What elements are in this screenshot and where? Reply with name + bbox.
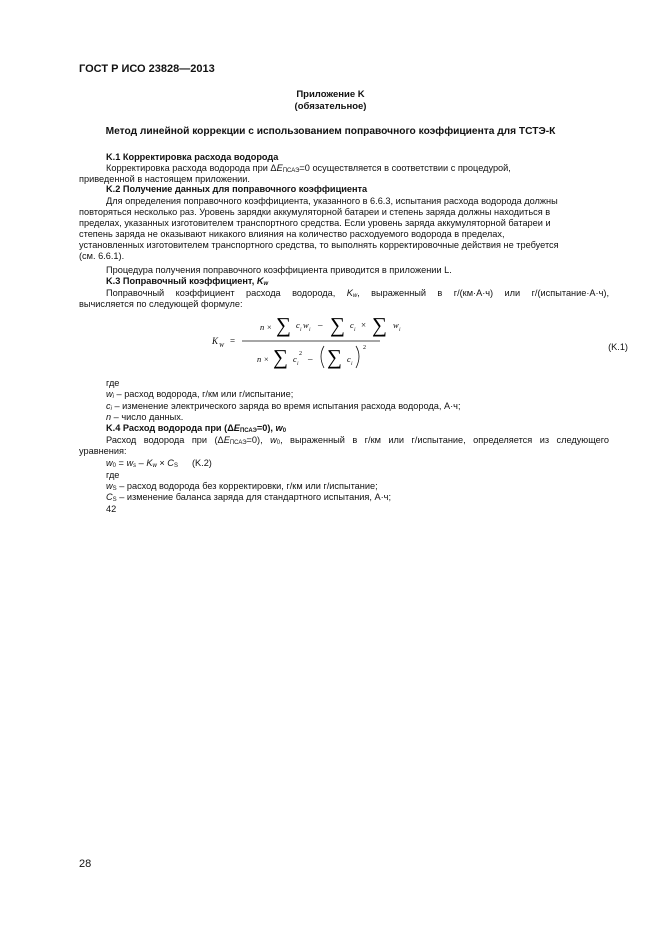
k3-p1-line1: Поправочный коэффициент расхода водорода, $K_w$, выраженный в г/(км·А·ч) или г/(испытание·А·ч), <box>106 288 610 299</box>
k1-heading: K.1 Корректировка расхода водорода <box>106 152 279 162</box>
k4-p1-line2: уравнения: <box>79 446 127 456</box>
den-c2-sub: i <box>351 361 353 367</box>
den-sum-2: ∑ <box>327 345 342 369</box>
k2-p1-line1: Для определения поправочного коэффициента, указанного в 6.6.3, испытания расхода водорода должны <box>106 196 558 206</box>
den-paren-right <box>356 346 359 368</box>
k3-def-wi: $w_i$ – расход водорода, г/км или г/испытание; <box>106 389 294 400</box>
num-c2: c <box>350 320 354 330</box>
k4-p1-line1: Расход водорода при $(\Delta E_{ПСАЭ}=0)$, $w_0$, выраженный в г/км или г/испытание, определяется из следующего <box>106 435 610 446</box>
num-c2-sub: i <box>354 327 356 333</box>
k4-equation: $w_0 = w_s - K_w \times C_S$ (K.2) <box>106 458 212 469</box>
den-c2: c <box>347 354 351 364</box>
den-pow-2: 2 <box>363 345 366 351</box>
k2-p1-line2: повторяться несколько раз. Уровень зарядки аккумуляторной батареи и степень заряда должны находиться в <box>79 207 551 217</box>
formula-k1 <box>150 306 630 378</box>
den-n: n × <box>257 354 270 364</box>
k3-def-ci: $c_i$ – изменение электрического заряда во время испытания расхода водорода, А·ч; <box>106 401 461 412</box>
k2-p1-line5: установленных изготовителем транспортного средства, то выполнять корректировочные действия не требуется <box>79 240 559 250</box>
page-number: 28 <box>79 858 92 870</box>
k4-page-ref: 42 <box>106 504 117 514</box>
k3-heading: K.3 Поправочный коэффициент, $K_w$ <box>106 276 269 287</box>
k1-line1: Корректировка расхода водорода при $\Delta E_{ПСАЭ}=0$ осуществляется в соответствии с процедурой, <box>106 163 511 174</box>
num-c1: c <box>296 320 300 330</box>
den-c1-sub: i <box>297 361 299 367</box>
method-title: Метод линейной коррекции с использованием поправочного коэффициента для ТСТЭ-К <box>105 126 556 137</box>
num-sum-2: ∑ <box>330 313 345 337</box>
k2-p1-line6: (см. 6.6.1). <box>79 251 125 261</box>
formula-lhs-sub: W <box>219 343 224 349</box>
formula-equals: = <box>230 336 236 346</box>
num-c1-sub: i <box>300 327 302 333</box>
den-minus: – <box>308 354 313 364</box>
k4-def-ws: $w_S$ – расход водорода без корректировки, г/км или г/испытание; <box>106 481 378 492</box>
formula-k1-number: (K.1) <box>608 342 628 352</box>
den-c1: c <box>293 354 297 364</box>
den-paren-left <box>321 346 324 368</box>
appendix-title: Приложение K <box>296 89 365 100</box>
k4-heading: K.4 Расход водорода при $(\Delta E_{ПСАЭ}=0)$, $w_0$ <box>106 423 287 434</box>
num-n: n × <box>260 322 273 332</box>
standard-header: ГОСТ Р ИСО 23828—2013 <box>79 63 215 75</box>
num-sum-1: ∑ <box>276 313 291 337</box>
formula-lhs: K <box>212 336 219 346</box>
k4-where: где <box>106 470 120 480</box>
den-pow-1: 2 <box>299 351 302 357</box>
num-minus: – <box>318 320 323 330</box>
num-w1-sub: i <box>309 327 311 333</box>
k3-def-n: n – число данных. <box>106 412 184 422</box>
k2-p1-line3: пределах, указанных изготовителем транспортного средства. Если уровень заряда аккумуляторной батареи и <box>79 218 551 228</box>
num-w1: w <box>303 320 309 330</box>
num-w3: w <box>393 320 399 330</box>
k2-p2: Процедура получения поправочного коэффициента приводится в приложении L. <box>106 265 452 275</box>
num-times: × <box>361 320 367 330</box>
k2-heading: K.2 Получение данных для поправочного коэффициента <box>106 184 368 194</box>
den-sum-1: ∑ <box>273 345 288 369</box>
k3-p1-line2: вычисляется по следующей формуле: <box>79 299 243 309</box>
k4-def-cs: $C_S$ – изменение баланса заряда для стандартного испытания, А·ч; <box>106 492 392 503</box>
k3-where: где <box>106 378 120 388</box>
k1-line2: приведенной в настоящем приложении. <box>79 174 250 184</box>
appendix-note: (обязательное) <box>294 101 367 112</box>
k2-p1-line4: степень заряда не оказывают никакого влияния на количество расходуемого водорода в пределах, <box>79 229 505 239</box>
num-w3-sub: i <box>399 327 401 333</box>
num-sum-3: ∑ <box>372 313 387 337</box>
